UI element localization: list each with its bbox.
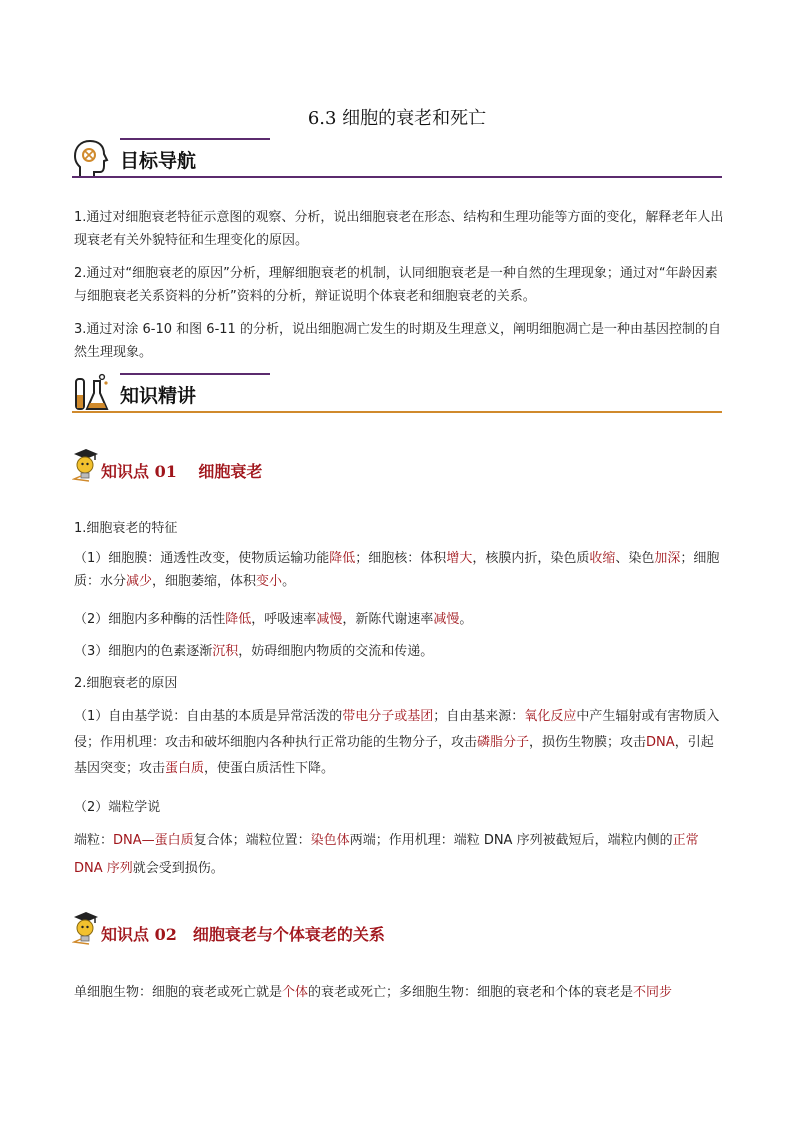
head-brain-icon — [72, 138, 112, 180]
section-header-knowledge — [72, 373, 722, 419]
features-heading: 1.细胞衰老的特征 — [74, 521, 178, 536]
header-top-line — [120, 373, 270, 375]
relation-paragraph: 单细胞生物：细胞的衰老或死亡就是个体的衰老或死亡；多细胞生物：细胞的衰老和个体的衰老是不同步 — [74, 985, 673, 1000]
section-header-goals — [72, 138, 722, 184]
goal-item-1: 1.通过对细胞衰老特征示意图的观察、分析，说出细胞衰老在形态、结构和生理功能等方面的变化，解释老年人出现衰老有关外貌特征和生理变化的原因。 — [74, 210, 724, 248]
telomere-heading: （2）端粒学说 — [74, 800, 161, 815]
goal-item-2: 2.通过对“细胞衰老的原因”分析，理解细胞衰老的机制，认同细胞衰老是一种自然的生理现象；通过对“年龄因素与细胞衰老关系资料的分析”资料的分析，辩证说明个体衰老和细胞衰老的关系。 — [74, 266, 718, 304]
header-bottom-line — [72, 176, 722, 178]
section-title-goals: 目标导航 — [120, 150, 197, 172]
section-title-knowledge: 知识精讲 — [120, 385, 197, 407]
header-bottom-line — [72, 411, 722, 413]
feature-2: （2）细胞内多种酶的活性降低，呼吸速率减慢，新陈代谢速率减慢。 — [74, 612, 473, 627]
cause-free-radical: （1）自由基学说：自由基的本质是异常活泼的带电分子或基团；自由基来源：氧化反应中产生辐射或有害物质入侵；作用机理：攻击和破坏细胞内各种执行正常功能的生物分子，攻击磷脂分子，损伤生物膜；攻击DNA，引起基因突变；攻击蛋白质，使蛋白质活性下降。 — [74, 709, 720, 776]
page-title: 6.3 细胞的衰老和死亡 — [307, 108, 487, 129]
causes-heading: 2.细胞衰老的原因 — [74, 676, 178, 691]
graduate-bulb-icon — [72, 911, 100, 945]
graduate-bulb-icon — [72, 448, 100, 482]
header-top-line — [120, 138, 270, 140]
feature-3: （3）细胞内的色素逐渐沉积，妨碍细胞内物质的交流和传递。 — [74, 644, 434, 659]
lab-flask-icon — [72, 373, 112, 415]
feature-1: （1）细胞膜：通透性改变，使物质运输功能降低；细胞核：体积增大，核膜内折，染色质收缩、染色加深；细胞质：水分减少，细胞萎缩，体积变小。 — [74, 551, 720, 589]
goal-item-3: 3.通过对涂 6-10 和图 6-11 的分析，说出细胞凋亡发生的时期及生理意义，阐明细胞凋亡是一种由基因控制的自然生理现象。 — [74, 322, 721, 360]
knowledge-point-title: 知识点 01 细胞衰老 — [101, 462, 263, 481]
cause-telomere: 端粒：DNA—蛋白质复合体；端粒位置：染色体两端；作用机理：端粒 DNA 序列被截短后，端粒内侧的正常 DNA 序列就会受到损伤。 — [74, 833, 699, 876]
knowledge-point-title: 知识点 02 细胞衰老与个体衰老的关系 — [101, 925, 385, 944]
